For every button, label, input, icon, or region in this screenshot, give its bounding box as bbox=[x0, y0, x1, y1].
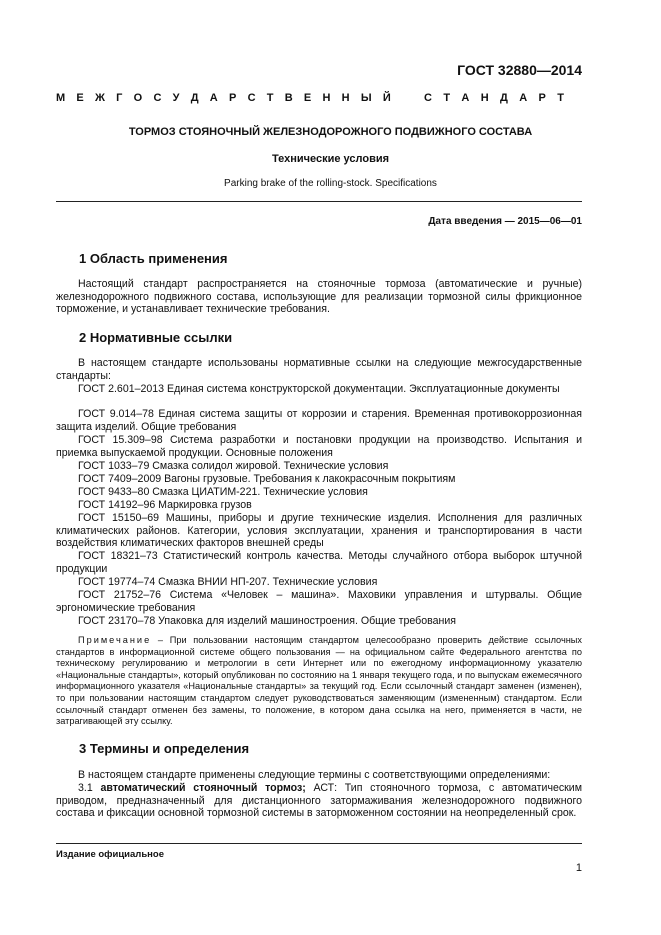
note-label: Примечание bbox=[78, 635, 152, 645]
reference-item: ГОСТ 14192–96 Маркировка грузов bbox=[78, 499, 252, 511]
page-number: 1 bbox=[575, 862, 582, 874]
reference-item: ГОСТ 19774–74 Смазка ВНИИ НП-207. Технические условия bbox=[78, 576, 378, 588]
reference-item: ГОСТ 9433–80 Смазка ЦИАТИМ-221. Технические условия bbox=[78, 486, 368, 498]
term-definition: 3.1 автоматический стояночный тормоз; АСТ: Тип стояночного тормоза, с автоматическим приводом, предназначенный для дистанционного затормаживания железнодорожного подвижного состава и фиксации основной тормозной системы в заторможенном состоянии на неопределенный срок. bbox=[56, 782, 582, 820]
section-1-text: Настоящий стандарт распространяется на стояночные тормоза (автоматические и ручные) железнодорожного подвижного состава, использующие для реализации тормозной силы фрикционное торможение, и устанавливает технические требования. bbox=[56, 278, 582, 316]
reference-item: ГОСТ 7409–2009 Вагоны грузовые. Требования к лакокрасочным покрытиям bbox=[78, 473, 456, 485]
reference-item: ГОСТ 18321–73 Статистический контроль качества. Методы случайного отбора выборок штучной продукции bbox=[56, 550, 582, 575]
standard-banner bbox=[56, 92, 564, 104]
document-subtitle: Технические условия bbox=[271, 153, 390, 165]
section-3-intro: В настоящем стандарте применены следующие термины с соответствующими определениями: bbox=[78, 769, 551, 781]
reference-item: ГОСТ 1033–79 Смазка солидол жировой. Технические условия bbox=[78, 460, 389, 472]
term-name: автоматический стояночный тормоз; bbox=[100, 782, 306, 794]
edition-label: Издание официальное bbox=[56, 849, 164, 860]
section-2-heading: 2 Нормативные ссылки bbox=[79, 330, 233, 345]
reference-item: ГОСТ 9.014–78 Единая система защиты от коррозии и старения. Временная противокоррозионная защита изделий. Общие требования bbox=[56, 408, 582, 433]
reference-item: ГОСТ 15150–69 Машины, приборы и другие технические изделия. Исполнения для различных климатических районов. Категории, условия эксплуатации, хранения и транспортирования в части воздействия климатических факторов внешней среды bbox=[56, 512, 582, 550]
section-1-heading: 1 Область применения bbox=[79, 251, 228, 266]
reference-item: ГОСТ 15.309–98 Система разработки и постановки продукции на производство. Испытания и приемка выпускаемой продукции. Основные положения bbox=[56, 434, 582, 459]
document-title: ТОРМОЗ СТОЯНОЧНЫЙ ЖЕЛЕЗНОДОРОЖНОГО ПОДВИЖНОГО СОСТАВА bbox=[128, 126, 533, 138]
document-code: ГОСТ 32880—2014 bbox=[457, 62, 582, 78]
english-title: Parking brake of the rolling-stock. Specifications bbox=[224, 178, 437, 189]
banner-word: С Т А Н Д А Р Т bbox=[424, 92, 564, 104]
reference-item: ГОСТ 23170–78 Упаковка для изделий машиностроения. Общие требования bbox=[78, 615, 457, 627]
effective-date: Дата введения — 2015—06—01 bbox=[428, 216, 582, 227]
title-divider bbox=[56, 201, 582, 202]
footer-divider bbox=[56, 843, 582, 844]
banner-word: М Е Ж Г О С У Д А Р С Т В Е Н Н Ы Й bbox=[56, 92, 391, 104]
section-3-heading: 3 Термины и определения bbox=[79, 741, 250, 756]
reference-item: ГОСТ 2.601–2013 Единая система конструкторской документации. Эксплуатационные документы bbox=[78, 383, 560, 395]
reference-item: ГОСТ 21752–76 Система «Человек – машина». Маховики управления и штурвалы. Общие эргономические требования bbox=[56, 589, 582, 614]
section-2-intro: В настоящем стандарте использованы нормативные ссылки на следующие межгосударственные стандарты: bbox=[56, 357, 582, 382]
reference-note: Примечание – При пользовании настоящим стандартом целесообразно проверить действие ссылочных стандартов в информационной системе общего пользования — на официальном сайте Федерального агентства по техническому регулированию и метрологии в сети Интернет или по ежегодному информационному указателю «Национальные стандарты», который опубликован по состоянию на 1 января текущего года, и по выпускам ежемесячного информационного указателя «Национальные стандарты» за текущий год. Если ссылочный стандарт заменен (изменен), то при пользовании настоящим стандартом следует руководствоваться заменяющим (измененным) стандартом. Если ссылочный стандарт отменен без замены, то положение, в котором дана ссылка на него, применяется в части, не затрагивающей эту ссылку. bbox=[56, 635, 582, 727]
